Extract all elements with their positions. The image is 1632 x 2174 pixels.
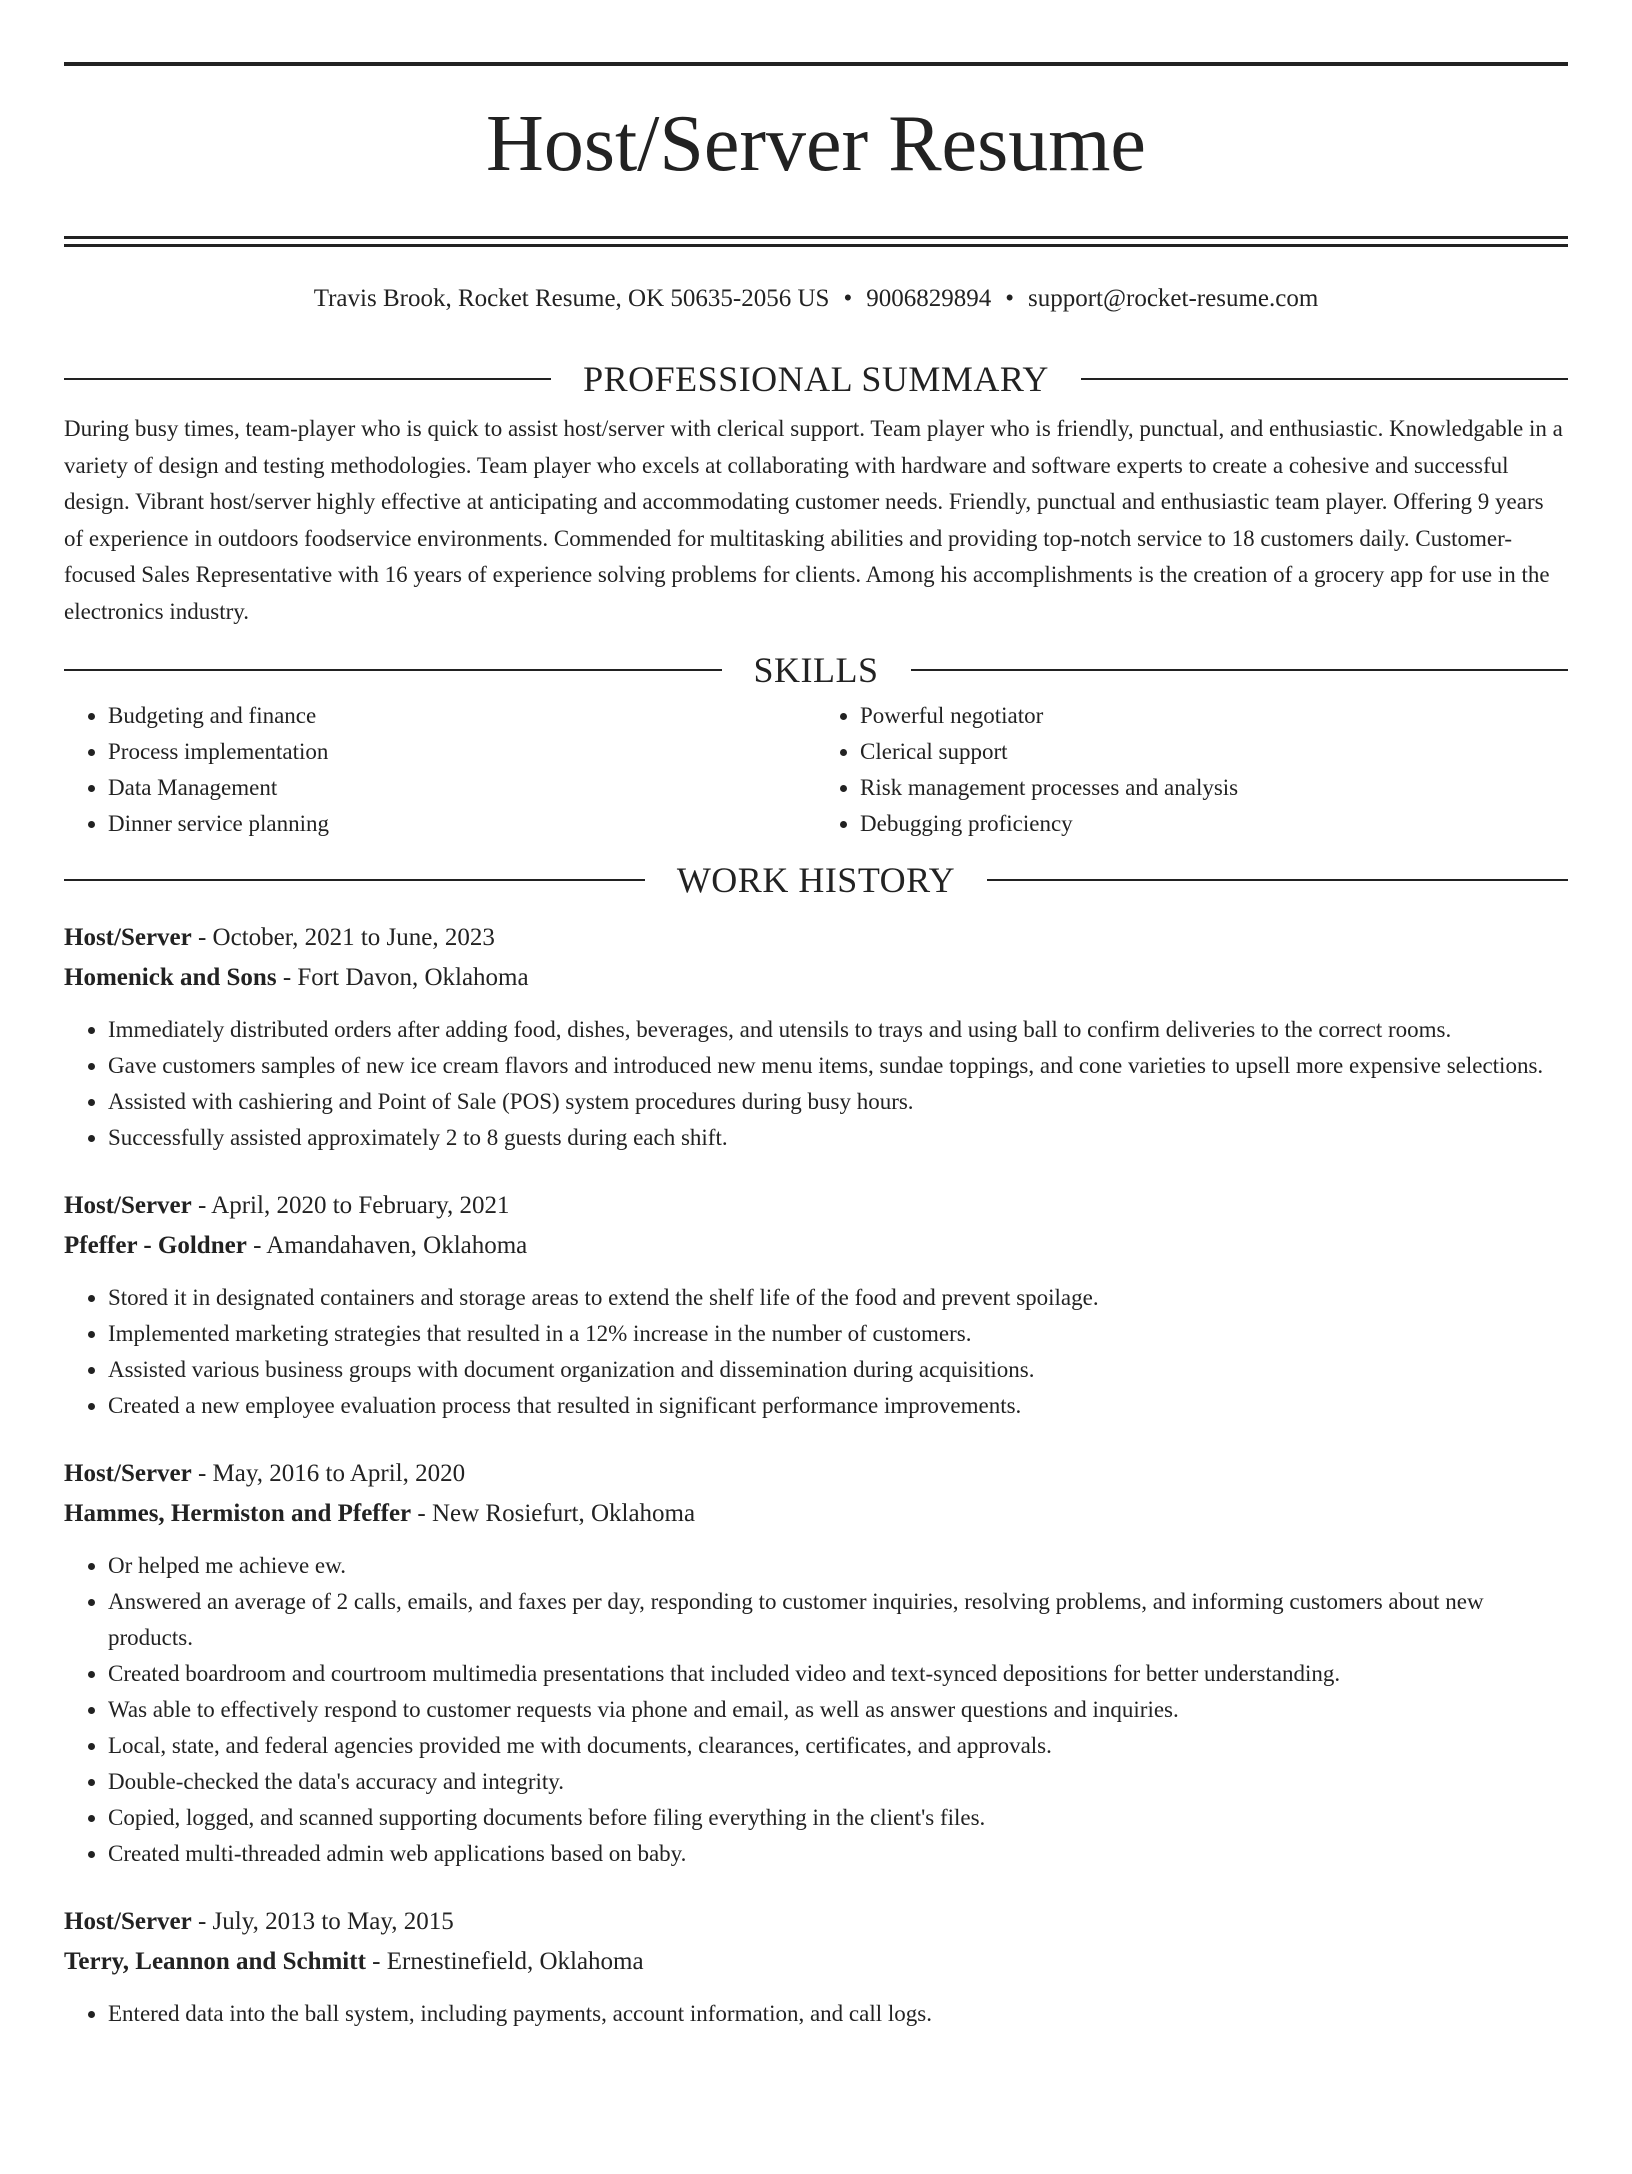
heading-rule <box>64 669 722 671</box>
skills-column-right <box>816 698 1568 842</box>
skill-item: • Debugging proficiency <box>860 806 1568 842</box>
skills-column-left <box>64 698 816 842</box>
job-entry <box>64 1454 1568 1872</box>
job-bullet: • Copied, logged, and scanned supporting documents before filing everything in the client's files. <box>108 1800 1568 1836</box>
job-location: - Fort Davon, Oklahoma <box>276 964 529 991</box>
contact-separator: • <box>1005 285 1014 312</box>
skill-item: • Data Management <box>108 770 816 806</box>
top-rule <box>64 62 1568 66</box>
contact-email: support@rocket-resume.com <box>1027 285 1319 312</box>
job-entry <box>64 1902 1568 2032</box>
skill-item: • Risk management processes and analysis <box>860 770 1568 806</box>
heading-rule <box>64 879 645 881</box>
job-bullet: • Successfully assisted approximately 2 to 8 guests during each shift. <box>108 1120 1568 1156</box>
job-role: Host/Server <box>64 1460 192 1487</box>
job-bullet: • Local, state, and federal agencies provided me with documents, clearances, certificates, and approvals. <box>108 1728 1568 1764</box>
skill-item: • Clerical support <box>860 734 1568 770</box>
job-role: Host/Server <box>64 924 192 951</box>
contact-separator: • <box>843 285 853 312</box>
job-title-line <box>64 1454 1568 1494</box>
skills-list <box>64 698 1568 842</box>
job-bullet: • Was able to effectively respond to customer requests via phone and email, as well as answer questions and inquiries. <box>108 1692 1568 1728</box>
contact-line <box>64 283 1568 315</box>
job-bullet: • Assisted with cashiering and Point of Sale (POS) system procedures during busy hours. <box>108 1084 1568 1120</box>
job-company: Hammes, Hermiston and Pfeffer <box>64 1500 412 1527</box>
job-bullet: • Immediately distributed orders after adding food, dishes, beverages, and utensils to trays and using ball to confirm deliveries to the correct rooms. <box>108 1012 1568 1048</box>
job-company-line <box>64 1226 1568 1266</box>
job-dates: - July, 2013 to May, 2015 <box>191 1908 454 1935</box>
section-heading-skills <box>64 650 1568 690</box>
job-bullets <box>64 1012 1568 1156</box>
job-bullet: • Implemented marketing strategies that resulted in a 12% increase in the number of customers. <box>108 1316 1568 1352</box>
job-company: Terry, Leannon and Schmitt <box>64 1948 366 1975</box>
job-title-line <box>64 1902 1568 1942</box>
job-location: - Amandahaven, Oklahoma <box>246 1232 528 1259</box>
heading-rule <box>987 879 1568 881</box>
resume-title: Host/Server Resume <box>486 100 1146 188</box>
skill-item: • Powerful negotiator <box>860 698 1568 734</box>
job-company-line <box>64 958 1568 998</box>
job-bullets <box>64 1996 1568 2032</box>
job-company: Homenick and Sons <box>64 964 277 991</box>
section-title: PROFESSIONAL SUMMARY <box>583 359 1049 399</box>
job-bullet: • Assisted various business groups with document organization and dissemination during acquisitions. <box>108 1352 1568 1388</box>
section-title: WORK HISTORY <box>676 860 956 900</box>
job-title-line <box>64 1186 1568 1226</box>
job-company-line <box>64 1942 1568 1982</box>
job-bullet: • Answered an average of 2 calls, emails, and faxes per day, responding to customer inquiries, resolving problems, and informing customers about new products. <box>108 1584 1568 1656</box>
contact-phone: 9006829894 <box>866 285 992 312</box>
job-entry <box>64 918 1568 1156</box>
job-location: - Ernestinefield, Oklahoma <box>365 1948 644 1975</box>
job-bullet: • Created boardroom and courtroom multimedia presentations that included video and text-synced depositions for better understanding. <box>108 1656 1568 1692</box>
section-heading-summary <box>64 359 1568 399</box>
section-title: SKILLS <box>753 650 879 690</box>
job-bullet: • Entered data into the ball system, including payments, account information, and call logs. <box>108 1996 1568 2032</box>
skill-item: • Budgeting and finance <box>108 698 816 734</box>
work-history <box>64 918 1568 2032</box>
job-bullet: • Stored it in designated containers and storage areas to extend the shelf life of the food and prevent spoilage. <box>108 1280 1568 1316</box>
heading-rule <box>64 378 551 380</box>
job-role: Host/Server <box>64 1908 192 1935</box>
job-role: Host/Server <box>64 1192 192 1219</box>
job-entry <box>64 1186 1568 1424</box>
summary-paragraph: During busy times, team-player who is quick to assist host/server with clerical support. Team player who is friendly, punctual, and enthusiastic. Knowledgable in a variety of design and testing methodologies. Team player who excels at collaborating with hardware and software experts to create a cohesive and successful design. Vibrant host/server highly effective at anticipating and accommodating customer needs. Friendly, punctual and enthusiastic team player. Offering 9 years of experience in outdoors foodservice environments. Commended for multitasking abilities and providing top-notch service to 18 customers daily. Customer-focused Sales Representative with 16 years of experience solving problems for clients. Among his accomplishments is the creation of a grocery app for use in the electronics industry. <box>64 416 1563 624</box>
job-bullets <box>64 1280 1568 1424</box>
job-bullets <box>64 1548 1568 1872</box>
heading-rule <box>911 669 1569 671</box>
job-company: Pfeffer - Goldner <box>64 1232 247 1259</box>
skill-item: • Process implementation <box>108 734 816 770</box>
job-location: - New Rosiefurt, Oklahoma <box>411 1500 696 1527</box>
job-bullet: • Created multi-threaded admin web applications based on baby. <box>108 1836 1568 1872</box>
heading-rule <box>1081 378 1568 380</box>
skill-item: • Dinner service planning <box>108 806 816 842</box>
job-dates: - October, 2021 to June, 2023 <box>191 924 495 951</box>
job-bullet: • Created a new employee evaluation process that resulted in significant performance improvements. <box>108 1388 1568 1424</box>
job-bullet: • Gave customers samples of new ice cream flavors and introduced new menu items, sundae toppings, and cone varieties to upsell more expensive selections. <box>108 1048 1568 1084</box>
job-dates: - May, 2016 to April, 2020 <box>191 1460 466 1487</box>
job-dates: - April, 2020 to February, 2021 <box>191 1192 510 1219</box>
contact-address: Travis Brook, Rocket Resume, OK 50635-2056 US <box>313 285 830 312</box>
job-bullet: • Or helped me achieve ew. <box>108 1548 1568 1584</box>
section-heading-work <box>64 860 1568 900</box>
job-title-line <box>64 918 1568 958</box>
job-company-line <box>64 1494 1568 1534</box>
title-double-rule <box>64 236 1568 247</box>
job-bullet: • Double-checked the data's accuracy and integrity. <box>108 1764 1568 1800</box>
resume-page <box>0 62 1632 2174</box>
